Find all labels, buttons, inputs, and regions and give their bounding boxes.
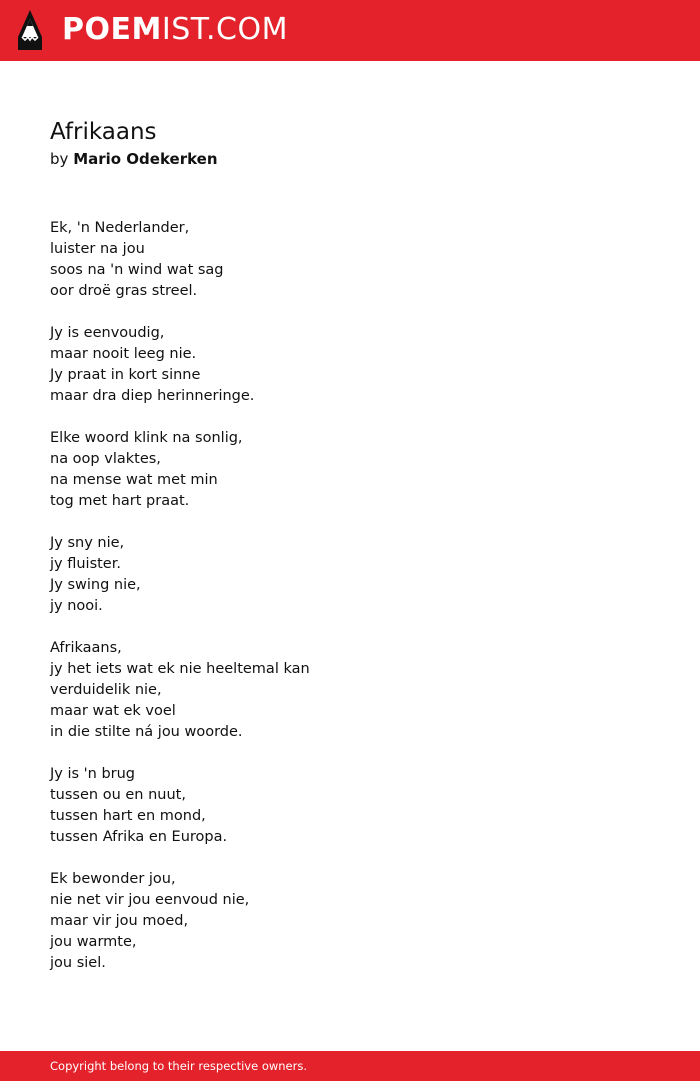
poem-line: maar wat ek voel xyxy=(50,703,176,719)
stanza xyxy=(50,869,650,974)
stanza xyxy=(50,218,650,302)
site-footer xyxy=(0,1051,700,1081)
poem-line: luister na jou xyxy=(50,241,145,257)
stanza xyxy=(50,323,650,407)
poem-line: maar nooit leeg nie. xyxy=(50,346,197,362)
poem-line: Jy praat in kort sinne xyxy=(50,367,201,383)
poem-line: tussen ou en nuut, xyxy=(50,787,186,803)
poem-line: verduidelik nie, xyxy=(50,682,162,698)
poem-title: Afrikaans xyxy=(50,119,157,145)
poem-line: jy nooi. xyxy=(50,598,103,614)
stanza xyxy=(50,428,650,512)
poem-line: maar dra diep herinneringe. xyxy=(50,388,255,404)
poem-line: soos na 'n wind wat sag xyxy=(50,262,224,278)
stanza xyxy=(50,638,650,743)
poem-line: Ek bewonder jou, xyxy=(50,871,176,887)
poem-line: tussen hart en mond, xyxy=(50,808,206,824)
poem-line: oor droë gras streel. xyxy=(50,283,198,299)
pencil-tip-icon xyxy=(17,9,43,51)
byline xyxy=(50,149,218,169)
poem-line: nie net vir jou eenvoud nie, xyxy=(50,892,250,908)
poem-line: maar vir jou moed, xyxy=(50,913,189,929)
site-header xyxy=(0,0,700,61)
poem-line: jou siel. xyxy=(50,955,106,971)
poem-line: na mense wat met min xyxy=(50,472,218,488)
by-label: by xyxy=(50,150,69,168)
poem-body xyxy=(50,218,650,995)
poem-line: Jy is eenvoudig, xyxy=(50,325,165,341)
poem-line: tussen Afrika en Europa. xyxy=(50,829,228,845)
logo-bold-text: POEM xyxy=(62,12,162,47)
logo-light-text: IST.COM xyxy=(161,12,288,47)
author-name: Mario Odekerken xyxy=(73,150,218,168)
poem-line: jy het iets wat ek nie heeltemal kan xyxy=(50,661,310,677)
copyright-text: Copyright belong to their respective owners. xyxy=(50,1059,308,1073)
poem-line: Jy swing nie, xyxy=(50,577,141,593)
poem-line: jou warmte, xyxy=(50,934,137,950)
site-logo[interactable] xyxy=(62,12,288,48)
poem-line: jy fluister. xyxy=(50,556,121,572)
poem-line: in die stilte ná jou woorde. xyxy=(50,724,243,740)
poem-line: Elke woord klink na sonlig, xyxy=(50,430,243,446)
poem-line: tog met hart praat. xyxy=(50,493,190,509)
stanza xyxy=(50,764,650,848)
poem-line: Ek, 'n Nederlander, xyxy=(50,220,190,236)
poem-line: na oop vlaktes, xyxy=(50,451,161,467)
stanza xyxy=(50,533,650,617)
poem-line: Afrikaans, xyxy=(50,640,122,656)
poem-line: Jy sny nie, xyxy=(50,535,125,551)
poem-line: Jy is 'n brug xyxy=(50,766,136,782)
